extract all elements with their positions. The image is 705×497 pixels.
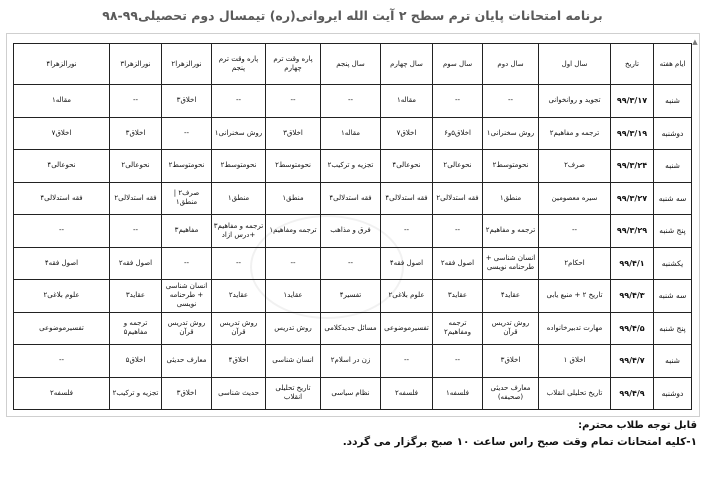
exam-cell: مقاله۱: [14, 85, 110, 118]
exam-cell: مقاله۱: [381, 85, 433, 118]
weekday-cell: یکشنبه: [654, 247, 692, 280]
exam-cell: تاریخ تحلیلی انقلاب: [266, 377, 321, 410]
exam-cell: سیره معصومین: [539, 182, 611, 215]
exam-cell: اخلاق۵: [110, 345, 162, 378]
exam-cell: نحومتوسط۲: [483, 150, 539, 183]
weekday-cell: پنج شنبه: [654, 312, 692, 345]
exam-cell: --: [483, 85, 539, 118]
exam-cell: مقاله۱: [321, 117, 381, 150]
weekday-cell: شنبه: [654, 150, 692, 183]
weekday-cell: دوشنبه: [654, 117, 692, 150]
exam-cell: مسائل جدیدکلامی: [321, 312, 381, 345]
exam-cell: فقه استدلالی۴: [381, 182, 433, 215]
exam-cell: روش تدریس قرآن: [212, 312, 266, 345]
column-header: پاره وقت ترم پنجم: [212, 44, 266, 85]
exam-cell: اخلاق۳: [162, 377, 212, 410]
table-row: [14, 280, 692, 313]
exam-schedule-table: [13, 43, 692, 410]
scroll-up-icon[interactable]: ▲: [692, 38, 698, 46]
exam-cell: اخلاق۷: [14, 117, 110, 150]
exam-cell: تاریخ تحلیلی انقلاب: [539, 377, 611, 410]
notes-heading: قابل توجه طلاب محترم:: [578, 420, 697, 431]
exam-cell: فقه استدلالی۲: [110, 182, 162, 215]
exam-cell: --: [381, 215, 433, 248]
column-header: پاره وقت ترم چهارم: [266, 44, 321, 85]
exam-cell: منطق۱: [483, 182, 539, 215]
exam-cell: حدیث شناسی: [212, 377, 266, 410]
exam-cell: ترجمه ومفاهیم۱: [266, 215, 321, 248]
column-header: نورالزهرا۲: [162, 44, 212, 85]
exam-cell: مهارت تدبیرخانواده: [539, 312, 611, 345]
exam-cell: --: [266, 85, 321, 118]
table-row: [14, 117, 692, 150]
exam-cell: عقاید۲: [212, 280, 266, 313]
exam-cell: عقاید۳: [433, 280, 483, 313]
exam-cell: فلسفه۲: [381, 377, 433, 410]
table-row: [14, 182, 692, 215]
exam-cell: روش تدریس قرآن: [162, 312, 212, 345]
exam-cell: تفسیرموضوعی: [14, 312, 110, 345]
table-row: [14, 247, 692, 280]
table-row: [14, 150, 692, 183]
exam-cell: تجزیه و ترکیب۲: [110, 377, 162, 410]
exam-cell: ترجمه و مفاهیم۵: [110, 312, 162, 345]
exam-cell: علوم بلاغی۲: [381, 280, 433, 313]
table-row: [14, 377, 692, 410]
date-cell: ۹۹/۴/۵: [611, 312, 654, 345]
exam-cell: احکام۲: [539, 247, 611, 280]
exam-cell: نحوعالی۴: [14, 150, 110, 183]
column-header: تاریخ: [611, 44, 654, 85]
exam-cell: فقه استدلالی۲: [433, 182, 483, 215]
date-cell: ۹۹/۴/۳: [611, 280, 654, 313]
exam-cell: تفسیرموضوعی: [381, 312, 433, 345]
exam-cell: فرق و مذاهب: [321, 215, 381, 248]
date-cell: ۹۹/۳/۲۴: [611, 150, 654, 183]
exam-cell: علوم بلاغی۲: [14, 280, 110, 313]
exam-cell: اخلاق۳: [483, 345, 539, 378]
page-title: برنامه امتحانات پایان ترم سطح ۲ آیت الله ایروانی(ره) تیمسال دوم تحصیلی۹۹-۹۸: [102, 8, 603, 23]
exam-cell: عقاید۱: [266, 280, 321, 313]
weekday-cell: سه شنبه: [654, 280, 692, 313]
exam-cell: --: [321, 247, 381, 280]
column-header: ایام هفته: [654, 44, 692, 85]
exam-cell: نحوعالی۲: [110, 150, 162, 183]
exam-cell: اصول فقه۲: [110, 247, 162, 280]
exam-cell: اصول فقه۴: [14, 247, 110, 280]
exam-cell: --: [266, 247, 321, 280]
exam-cell: تجوید و روانخوانی: [539, 85, 611, 118]
exam-cell: نحوعالی۴: [381, 150, 433, 183]
weekday-cell: سه شنبه: [654, 182, 692, 215]
exam-cell: انسان شناسی + طرحنامه نویسی: [483, 247, 539, 280]
exam-cell: --: [212, 85, 266, 118]
exam-cell: --: [381, 345, 433, 378]
table-row: [14, 215, 692, 248]
exam-cell: روش سخنرانی۱: [212, 117, 266, 150]
table-row: [14, 85, 692, 118]
exam-cell: تاریخ ۲ + منبع یابی: [539, 280, 611, 313]
exam-cell: منطق۱: [266, 182, 321, 215]
exam-cell: اصول فقه۲: [433, 247, 483, 280]
exam-cell: زن در اسلام۲: [321, 345, 381, 378]
exam-cell: صرف۲: [539, 150, 611, 183]
date-cell: ۹۹/۴/۹: [611, 377, 654, 410]
exam-cell: روش سخنرانی۱: [483, 117, 539, 150]
exam-cell: نحومتوسط۲: [266, 150, 321, 183]
exam-cell: عقاید۳: [110, 280, 162, 313]
weekday-cell: شنبه: [654, 345, 692, 378]
weekday-cell: دوشنبه: [654, 377, 692, 410]
exam-cell: اخلاق۷: [381, 117, 433, 150]
exam-cell: روش تدریس: [266, 312, 321, 345]
date-cell: ۹۹/۳/۲۹: [611, 215, 654, 248]
exam-cell: مفاهیم۳: [162, 215, 212, 248]
exam-cell: --: [433, 345, 483, 378]
column-header: سال دوم: [483, 44, 539, 85]
exam-cell: --: [321, 85, 381, 118]
date-cell: ۹۹/۳/۲۷: [611, 182, 654, 215]
exam-cell: فقه استدلالی۴: [321, 182, 381, 215]
exam-cell: نحومتوسط۲: [162, 150, 212, 183]
exam-cell: ترجمه و مفاهیم۳ +درس ازاد: [212, 215, 266, 248]
exam-cell: اخلاق۳: [266, 117, 321, 150]
exam-cell: --: [433, 85, 483, 118]
exam-cell: فقه استدلالی۴: [14, 182, 110, 215]
exam-cell: --: [14, 345, 110, 378]
exam-cell: انسان شناسی + طرحنامه نویسی: [162, 280, 212, 313]
exam-cell: --: [433, 215, 483, 248]
exam-cell: تجزیه و ترکیب۲: [321, 150, 381, 183]
table-row: [14, 345, 692, 378]
exam-cell: فلسفه۲: [14, 377, 110, 410]
exam-cell: اخلاق۴: [212, 345, 266, 378]
exam-cell: اخلاق ۱: [539, 345, 611, 378]
exam-cell: نحومتوسط۲: [212, 150, 266, 183]
date-cell: ۹۹/۴/۱: [611, 247, 654, 280]
exam-cell: روش تدریس قرآن: [483, 312, 539, 345]
exam-cell: --: [14, 215, 110, 248]
exam-cell: ترجمه و مفاهیم۲: [539, 117, 611, 150]
column-header: سال چهارم: [381, 44, 433, 85]
exam-cell: ترجمه ومفاهیم۲: [433, 312, 483, 345]
exam-cell: اخلاق۳: [110, 117, 162, 150]
exam-cell: --: [162, 117, 212, 150]
exam-cell: --: [110, 215, 162, 248]
exam-cell: صرف۲ | منطق۱: [162, 182, 212, 215]
exam-cell: ترجمه و مفاهیم۲: [483, 215, 539, 248]
exam-cell: معارف حدیثی (صحیفه): [483, 377, 539, 410]
exam-cell: اخلاق۳: [162, 85, 212, 118]
exam-cell: عقاید۴: [483, 280, 539, 313]
notes-line-1: ۱-کلیه امتحانات تمام وقت صبح راس ساعت ۱۰ صبح برگزار می گردد.: [342, 436, 697, 448]
exam-cell: اصول فقه۴: [381, 247, 433, 280]
exam-cell: --: [110, 85, 162, 118]
column-header: سال پنجم: [321, 44, 381, 85]
date-cell: ۹۹/۳/۱۷: [611, 85, 654, 118]
exam-cell: انسان شناسی: [266, 345, 321, 378]
exam-cell: منطق۱: [212, 182, 266, 215]
column-header: نورالزهرا۳: [110, 44, 162, 85]
date-cell: ۹۹/۳/۱۹: [611, 117, 654, 150]
exam-cell: --: [162, 247, 212, 280]
exam-cell: اخلاق۵و۶: [433, 117, 483, 150]
exam-cell: معارف حدیثی: [162, 345, 212, 378]
column-header: سال اول: [539, 44, 611, 85]
exam-cell: تفسیر۴: [321, 280, 381, 313]
weekday-cell: شنبه: [654, 85, 692, 118]
exam-cell: نظام سیاسی: [321, 377, 381, 410]
exam-cell: نحوعالی۲: [433, 150, 483, 183]
column-header: نورالزهرا۴: [14, 44, 110, 85]
exam-cell: فلسفه۱: [433, 377, 483, 410]
date-cell: ۹۹/۴/۷: [611, 345, 654, 378]
table-header-row: [14, 44, 692, 85]
table-row: [14, 312, 692, 345]
exam-cell: --: [212, 247, 266, 280]
exam-cell: --: [539, 215, 611, 248]
column-header: سال سوم: [433, 44, 483, 85]
weekday-cell: پنج شنبه: [654, 215, 692, 248]
